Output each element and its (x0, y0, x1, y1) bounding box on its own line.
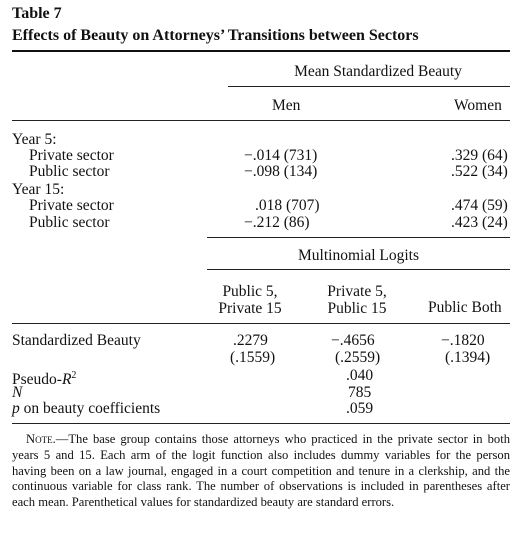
col1-line2: Private 15 (218, 300, 282, 317)
men-value: −.212 (86) (244, 214, 310, 231)
men-value: −.098 (134) (244, 163, 318, 180)
panel-b-top-rule (207, 237, 510, 238)
panel-b-col-rule (12, 323, 510, 324)
panel-b-header-rule (207, 269, 510, 270)
se-col1: (.1559) (230, 349, 276, 366)
pseudo-r2-value: .040 (346, 367, 374, 384)
men-value: .018 (707) (255, 197, 320, 214)
coef-col2: −.4656 (331, 332, 375, 349)
row-label: Year 5: (12, 131, 57, 148)
col2-line2: Public 15 (327, 300, 387, 317)
p-label-text: on beauty coefficients (19, 400, 161, 417)
beauty-label: Standardized Beauty (12, 332, 141, 349)
row-label: Private sector (29, 197, 114, 214)
women-value: .423 (24) (451, 214, 508, 231)
men-value: −.014 (731) (244, 147, 318, 164)
table-note (12, 432, 510, 511)
panel-a-header-rule (228, 86, 510, 87)
row-label: Public sector (29, 163, 110, 180)
col-women: Women (454, 97, 502, 114)
col2-line1: Private 5, (327, 283, 387, 300)
panel-b-header: Multinomial Logits (298, 247, 419, 264)
coef-col1: .2279 (233, 332, 268, 349)
row-label: Private sector (29, 147, 114, 164)
top-rule (12, 50, 510, 52)
pseudo-r2-symbol: R (61, 371, 72, 389)
women-value: .329 (64) (451, 147, 508, 164)
panel-a-col-rule (12, 120, 510, 121)
note-text: —The base group contains those attorneys who practiced in the private sector in both years 5 and 15. Each arm of the logit function also includes dummy variables for the person having been on a law journal, engaged in a court competition and tenure in a clerkship, and the continuous variable for class rank. The number of observations is included in parentheses after each mean. Parenthetical values for standardized beauty are standard errors. (12, 432, 510, 510)
table-title: Effects of Beauty on Attorneys’ Transitions between Sectors (12, 27, 419, 44)
col-private5-public15 (307, 283, 407, 317)
p-label (12, 400, 160, 417)
note-lead: Note. (26, 432, 56, 446)
row-label: Year 15: (12, 181, 65, 198)
col-men: Men (272, 97, 301, 114)
col-public-both: Public Both (428, 299, 502, 316)
p-symbol: p (12, 400, 20, 417)
se-col2: (.2559) (335, 349, 381, 366)
p-value: .059 (346, 400, 374, 417)
pseudo-r2-superscript: 2 (71, 370, 77, 381)
table-number: Table 7 (12, 5, 62, 22)
n-label (12, 384, 22, 401)
n-symbol: N (12, 384, 23, 401)
pseudo-r2-prefix: Pseudo- (12, 371, 62, 389)
se-col3: (.1394) (445, 349, 491, 366)
col-public5-private15 (200, 283, 300, 317)
bottom-rule (12, 423, 510, 424)
women-value: .474 (59) (451, 197, 508, 214)
row-label: Public sector (29, 214, 110, 231)
panel-a-header: Mean Standardized Beauty (294, 63, 462, 80)
women-value: .522 (34) (451, 163, 508, 180)
col1-line1: Public 5, (222, 283, 278, 300)
n-value: 785 (348, 384, 372, 401)
coef-col3: −.1820 (441, 332, 485, 349)
